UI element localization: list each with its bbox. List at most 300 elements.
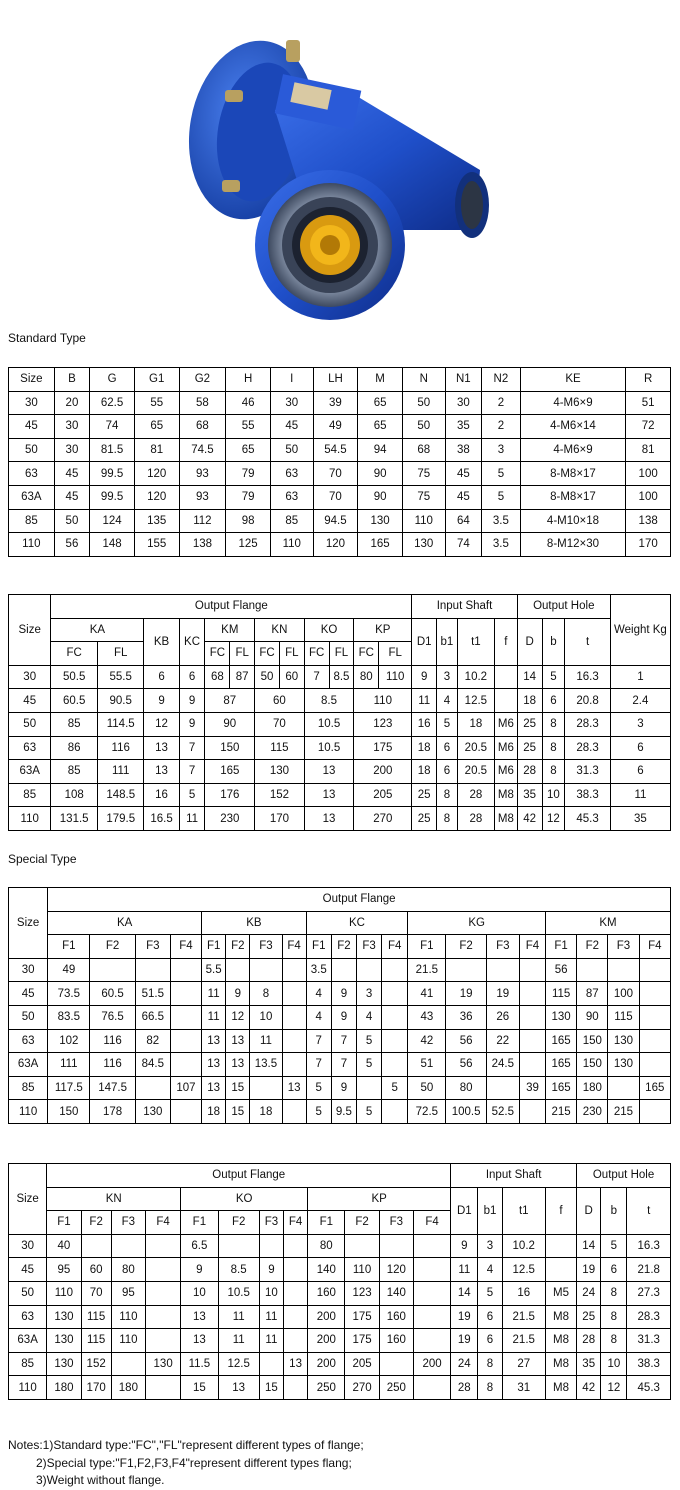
table-cell: 6 — [610, 736, 670, 760]
table-cell: 180 — [111, 1376, 145, 1400]
table-cell — [218, 1234, 259, 1258]
table-cell: 250 — [308, 1376, 345, 1400]
table-cell: 81 — [626, 438, 671, 462]
table-cell: 72 — [626, 415, 671, 439]
table-cell: 110 — [9, 1376, 47, 1400]
table-cell: 131.5 — [51, 807, 98, 831]
table-cell: M8 — [545, 1352, 576, 1376]
table-cell — [283, 1305, 307, 1329]
table-cell: 25 — [517, 712, 542, 736]
table-cell: 85 — [51, 712, 98, 736]
group-header: KM — [546, 911, 671, 935]
sub-header: F3 — [379, 1211, 413, 1235]
table-cell — [639, 1029, 670, 1053]
table-cell: 11 — [259, 1305, 283, 1329]
group-header: KO — [181, 1187, 308, 1211]
table-cell — [356, 958, 381, 982]
table-cell: 93 — [179, 485, 226, 509]
sub-header: F2 — [331, 935, 356, 959]
table-cell: 8 — [542, 736, 565, 760]
kn-header: KN — [255, 618, 305, 642]
table-cell: 15 — [259, 1376, 283, 1400]
table-cell — [282, 982, 306, 1006]
table-cell: 147.5 — [90, 1076, 135, 1100]
table-cell: 135 — [134, 509, 179, 533]
table-cell: 95 — [111, 1281, 145, 1305]
table-cell — [382, 982, 408, 1006]
table-row — [9, 1258, 671, 1282]
table-cell: 6 — [610, 760, 670, 784]
table-cell — [282, 958, 306, 982]
table-cell — [111, 1234, 145, 1258]
table-cell: 50 — [54, 509, 90, 533]
table-cell — [259, 1234, 283, 1258]
table-cell: 87 — [205, 689, 255, 713]
table-cell: 13 — [181, 1329, 218, 1353]
group-header: KG — [408, 911, 546, 935]
output-hole-header: Output Hole — [577, 1164, 671, 1188]
table-row — [9, 760, 671, 784]
table-cell: 165 — [546, 1029, 577, 1053]
table-cell: 60.5 — [51, 689, 98, 713]
table-cell — [146, 1234, 181, 1258]
table-cell: 11 — [218, 1305, 259, 1329]
table-cell: 11 — [259, 1329, 283, 1353]
table-cell — [283, 1329, 307, 1353]
table-cell: 130 — [47, 1305, 81, 1329]
table-cell: 50 — [9, 1281, 47, 1305]
table-cell: 130 — [135, 1100, 170, 1124]
table-cell: 5 — [179, 783, 205, 807]
table-cell: 42 — [517, 807, 542, 831]
kc-header: KC — [179, 618, 205, 665]
table-cell: 3 — [482, 438, 521, 462]
table-cell: 39 — [313, 391, 358, 415]
table-cell: 75 — [402, 485, 445, 509]
table-cell: 5 — [437, 712, 458, 736]
table-cell: 170 — [626, 533, 671, 557]
table-cell: 4-M10×18 — [520, 509, 626, 533]
kb-header: KB — [144, 618, 179, 665]
table-cell: 27 — [502, 1352, 545, 1376]
table-cell: 28 — [451, 1376, 478, 1400]
table-cell: 38.3 — [565, 783, 611, 807]
table-cell: 90 — [577, 1005, 608, 1029]
table-cell — [345, 1234, 379, 1258]
table-cell: 63 — [270, 462, 313, 486]
fc-header: FC — [354, 642, 379, 666]
table-cell: 3 — [610, 712, 670, 736]
table-cell: 130 — [402, 533, 445, 557]
sub-header: F3 — [486, 935, 519, 959]
table-cell — [283, 1234, 307, 1258]
sub-header: F2 — [577, 935, 608, 959]
table-cell: 99.5 — [90, 485, 135, 509]
table-row — [9, 462, 671, 486]
table-cell: 45 — [9, 1258, 47, 1282]
table-cell: 9 — [144, 689, 179, 713]
table-row — [9, 712, 671, 736]
table-cell: 60.5 — [90, 982, 135, 1006]
table-cell: 45 — [9, 415, 55, 439]
table-row — [9, 958, 671, 982]
table-cell: 110 — [270, 533, 313, 557]
group-header: KC — [306, 911, 408, 935]
table-cell: 178 — [90, 1100, 135, 1124]
table-cell: 130 — [358, 509, 403, 533]
table-cell — [577, 958, 608, 982]
table-cell: 10.2 — [502, 1234, 545, 1258]
table-row — [9, 485, 671, 509]
table-cell: 5 — [478, 1281, 502, 1305]
sub-header: F1 — [202, 935, 226, 959]
table-cell: 175 — [345, 1329, 379, 1353]
table-cell: 123 — [345, 1281, 379, 1305]
table-cell — [146, 1329, 181, 1353]
table-cell — [608, 1076, 639, 1100]
table-cell: 108 — [51, 783, 98, 807]
d1-header: D1 — [412, 618, 437, 665]
table-cell: 3 — [356, 982, 381, 1006]
size-header: Size — [9, 595, 51, 666]
table-cell: 175 — [354, 736, 412, 760]
table-cell: 99.5 — [90, 462, 135, 486]
sub-header: F3 — [356, 935, 381, 959]
table-cell: 50 — [270, 438, 313, 462]
table-cell: 2 — [482, 415, 521, 439]
table-cell: 18 — [412, 760, 437, 784]
table-cell — [639, 1053, 670, 1077]
table-cell: 150 — [577, 1029, 608, 1053]
table-cell — [519, 982, 545, 1006]
table-cell: 215 — [608, 1100, 639, 1124]
table-cell: 12 — [226, 1005, 250, 1029]
table-cell: 50 — [402, 415, 445, 439]
km-header: KM — [205, 618, 255, 642]
table-cell: 80 — [446, 1076, 486, 1100]
table-cell — [331, 958, 356, 982]
table-cell: 19 — [486, 982, 519, 1006]
table-cell: 115 — [81, 1305, 111, 1329]
table-cell: 14 — [451, 1281, 478, 1305]
table-cell: 19 — [451, 1329, 478, 1353]
table-cell: 30 — [9, 391, 55, 415]
table-cell: 90 — [358, 485, 403, 509]
table-cell: 8 — [601, 1329, 627, 1353]
table-cell: 5 — [482, 462, 521, 486]
table-cell: 18 — [412, 736, 437, 760]
table-cell: 11.5 — [181, 1352, 218, 1376]
table-cell: 170 — [81, 1376, 111, 1400]
table-cell — [170, 1100, 201, 1124]
table-cell: 28 — [457, 807, 494, 831]
table-cell: 9 — [331, 982, 356, 1006]
table-cell: 72.5 — [408, 1100, 446, 1124]
column-header: N1 — [445, 368, 482, 392]
table-cell: 55 — [134, 391, 179, 415]
table-cell: 130 — [546, 1005, 577, 1029]
table-cell: 43 — [408, 1005, 446, 1029]
table-cell: 55 — [226, 415, 271, 439]
table-cell: 93 — [179, 462, 226, 486]
table-cell: 95 — [47, 1258, 81, 1282]
table-cell: 31.3 — [565, 760, 611, 784]
table-cell: 30 — [9, 958, 48, 982]
table-cell: 13 — [202, 1076, 226, 1100]
sub-header: F4 — [283, 1211, 307, 1235]
output-flange-header: Output Flange — [48, 888, 671, 912]
table-cell: 13 — [202, 1053, 226, 1077]
table-cell: 9 — [181, 1258, 218, 1282]
table-cell: 110 — [111, 1329, 145, 1353]
table-cell: 102 — [48, 1029, 90, 1053]
table-cell: 165 — [358, 533, 403, 557]
table-cell: 94 — [358, 438, 403, 462]
table-cell: 63 — [9, 736, 51, 760]
sub-header: F1 — [308, 1211, 345, 1235]
sub-header: F2 — [345, 1211, 379, 1235]
table-cell: 63 — [270, 485, 313, 509]
table-cell: 8 — [437, 807, 458, 831]
table-cell: 45 — [445, 462, 482, 486]
table-cell: 50 — [255, 665, 280, 689]
column-header: H — [226, 368, 271, 392]
table-cell: 9.5 — [331, 1100, 356, 1124]
table-cell: 63 — [9, 1029, 48, 1053]
group-header: KA — [48, 911, 202, 935]
table-cell: 90 — [205, 712, 255, 736]
column-header: LH — [313, 368, 358, 392]
table-cell: 6 — [437, 736, 458, 760]
table-cell: 130 — [47, 1329, 81, 1353]
table-row — [9, 1234, 671, 1258]
table-cell: 115 — [546, 982, 577, 1006]
table-cell: 56 — [446, 1053, 486, 1077]
sub-header: F1 — [306, 935, 331, 959]
table-cell: 63A — [9, 1329, 47, 1353]
table-cell: 8-M12×30 — [520, 533, 626, 557]
table-cell: 45 — [9, 982, 48, 1006]
table-cell: 68 — [402, 438, 445, 462]
table-cell: 51 — [626, 391, 671, 415]
table-cell: 66.5 — [135, 1005, 170, 1029]
table-cell — [639, 1005, 670, 1029]
table-cell: 12.5 — [502, 1258, 545, 1282]
table-cell: 12.5 — [457, 689, 494, 713]
table-cell: 130 — [47, 1352, 81, 1376]
table-cell: 80 — [354, 665, 379, 689]
table-cell: 110 — [9, 1100, 48, 1124]
table-cell: 85 — [270, 509, 313, 533]
table-cell: 45 — [270, 415, 313, 439]
group-header: KB — [202, 911, 307, 935]
table-cell: 140 — [379, 1281, 413, 1305]
table-cell: 3 — [437, 665, 458, 689]
table-cell: 270 — [345, 1376, 379, 1400]
table-row — [9, 1305, 671, 1329]
sub-header: F4 — [170, 935, 201, 959]
table-cell: 55.5 — [97, 665, 144, 689]
table-cell: 45.3 — [565, 807, 611, 831]
table-cell: 130 — [608, 1053, 639, 1077]
ko-header: KO — [304, 618, 354, 642]
table-cell: 11 — [202, 1005, 226, 1029]
table-cell: 65 — [226, 438, 271, 462]
table-cell: 130 — [146, 1352, 181, 1376]
table-cell: 116 — [90, 1029, 135, 1053]
table-cell: 116 — [97, 736, 144, 760]
table-cell: 30 — [270, 391, 313, 415]
table-cell: 50 — [9, 712, 51, 736]
table-cell — [382, 1005, 408, 1029]
table-cell: 19 — [577, 1258, 601, 1282]
sub-header: F2 — [81, 1211, 111, 1235]
table-cell: 6 — [478, 1305, 502, 1329]
table-cell: 10 — [601, 1352, 627, 1376]
table-cell — [81, 1234, 111, 1258]
column-header: G — [90, 368, 135, 392]
table-cell: 110 — [9, 807, 51, 831]
table-cell: 4-M6×14 — [520, 415, 626, 439]
weight-header: Weight Kg — [610, 595, 670, 666]
table-cell: 4 — [356, 1005, 381, 1029]
table-cell — [519, 1053, 545, 1077]
table-cell: M8 — [545, 1376, 576, 1400]
table-cell: 107 — [170, 1076, 201, 1100]
sub-header: F4 — [413, 1211, 450, 1235]
table-cell: 8-M8×17 — [520, 462, 626, 486]
table-cell — [250, 1076, 282, 1100]
table-cell: 84.5 — [135, 1053, 170, 1077]
table-cell: 152 — [255, 783, 305, 807]
table-cell: 115 — [608, 1005, 639, 1029]
table-cell: 28.3 — [565, 736, 611, 760]
table-cell — [413, 1234, 450, 1258]
table-cell: 60 — [81, 1258, 111, 1282]
table-cell: 9 — [451, 1234, 478, 1258]
table-cell: 11 — [202, 982, 226, 1006]
table-cell: 24.5 — [486, 1053, 519, 1077]
sub-header: F4 — [146, 1211, 181, 1235]
table-cell: 7 — [179, 736, 205, 760]
table-cell: 2.4 — [610, 689, 670, 713]
fl-header: FL — [379, 642, 412, 666]
table-row — [9, 1329, 671, 1353]
sub-header: F2 — [90, 935, 135, 959]
fl-header: FL — [230, 642, 255, 666]
table-cell: 18 — [202, 1100, 226, 1124]
table-cell: 250 — [379, 1376, 413, 1400]
table-cell: 10.5 — [218, 1281, 259, 1305]
table-cell — [226, 958, 250, 982]
table-cell — [146, 1258, 181, 1282]
table-cell — [382, 958, 408, 982]
table-cell: 200 — [354, 760, 412, 784]
table-cell: 7 — [331, 1053, 356, 1077]
table-cell: 85 — [9, 509, 55, 533]
sub-header: F3 — [111, 1211, 145, 1235]
table-cell: 18 — [250, 1100, 282, 1124]
d-header: D — [577, 1187, 601, 1234]
table-row — [9, 783, 671, 807]
table-cell: 9 — [259, 1258, 283, 1282]
table-cell: 200 — [308, 1352, 345, 1376]
table-cell: 25 — [577, 1305, 601, 1329]
table-cell: 13 — [202, 1029, 226, 1053]
note-2: 2)Special type:"F1,F2,F3,F4"represent different types flang; — [36, 1455, 352, 1470]
table-cell: 24 — [451, 1352, 478, 1376]
table-cell: 200 — [413, 1352, 450, 1376]
table-cell: M6 — [494, 712, 517, 736]
table-cell: 46 — [226, 391, 271, 415]
table-cell: 45 — [9, 689, 51, 713]
sub-header: F2 — [218, 1211, 259, 1235]
table-cell: M5 — [545, 1281, 576, 1305]
table-cell — [379, 1234, 413, 1258]
table-cell: 9 — [179, 689, 205, 713]
table-cell: 79 — [226, 462, 271, 486]
table-cell: 6.5 — [181, 1234, 218, 1258]
table-row — [9, 509, 671, 533]
table-cell: 19 — [451, 1305, 478, 1329]
table-cell: 8 — [478, 1352, 502, 1376]
table-cell: 38 — [445, 438, 482, 462]
table-cell: 70 — [313, 485, 358, 509]
table-cell: 13 — [304, 783, 354, 807]
table-cell: 230 — [577, 1100, 608, 1124]
table-cell — [282, 1053, 306, 1077]
table-cell: M8 — [545, 1305, 576, 1329]
table-cell: 60 — [255, 689, 305, 713]
table-cell: 81 — [134, 438, 179, 462]
fc-header: FC — [205, 642, 230, 666]
table-cell: 138 — [626, 509, 671, 533]
table-cell: 7 — [179, 760, 205, 784]
notes — [8, 1437, 364, 1490]
table-row — [9, 665, 671, 689]
table-cell: 5 — [482, 485, 521, 509]
table-cell: 76.5 — [90, 1005, 135, 1029]
table-cell: 56 — [54, 533, 90, 557]
table-row — [9, 1005, 671, 1029]
table-cell — [382, 1029, 408, 1053]
table-cell: 63 — [9, 1305, 47, 1329]
t1-header: t1 — [457, 618, 494, 665]
table-cell — [413, 1376, 450, 1400]
table-row — [9, 1053, 671, 1077]
table-cell: 6 — [601, 1258, 627, 1282]
table-cell: 114.5 — [97, 712, 144, 736]
table-cell — [170, 958, 201, 982]
table-cell: 35 — [610, 807, 670, 831]
table-cell: 28 — [517, 760, 542, 784]
table-cell: 10.5 — [304, 712, 354, 736]
column-header: N2 — [482, 368, 521, 392]
table-cell: 28 — [457, 783, 494, 807]
table-cell: 90.5 — [97, 689, 144, 713]
table-cell: 51.5 — [135, 982, 170, 1006]
table-cell — [639, 958, 670, 982]
table-cell — [379, 1352, 413, 1376]
column-header: M — [358, 368, 403, 392]
table-cell: 25 — [412, 783, 437, 807]
size-header: Size — [9, 1164, 47, 1235]
table-cell: 12 — [601, 1376, 627, 1400]
table-cell: 28.3 — [627, 1305, 671, 1329]
table-cell: 21.5 — [408, 958, 446, 982]
table-cell: 8.5 — [218, 1258, 259, 1282]
sub-header: F3 — [259, 1211, 283, 1235]
